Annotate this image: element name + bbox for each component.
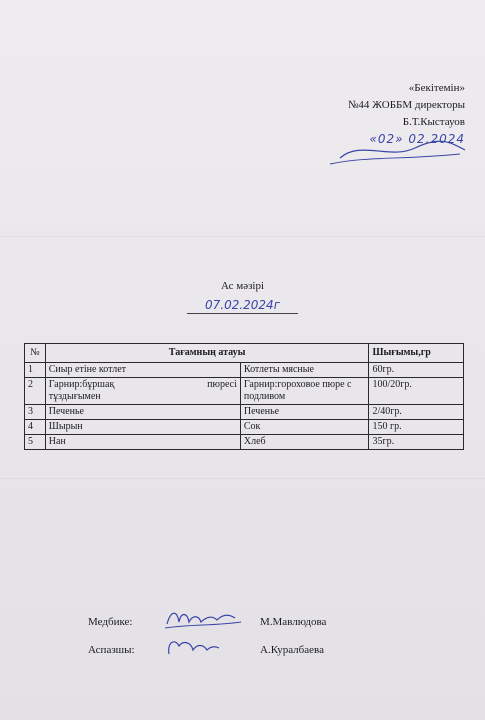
- cell-num: 4: [25, 420, 46, 435]
- cell-dish-kz: Сиыр етіне котлет: [45, 363, 240, 378]
- menu-table: [24, 343, 464, 450]
- header-num: №: [25, 344, 46, 363]
- header-yield: Шығымы,гр: [369, 344, 464, 363]
- cook-signature: [163, 636, 223, 660]
- cell-num: 3: [25, 405, 46, 420]
- cell-dish-kz: Шырын: [45, 420, 240, 435]
- cell-dish-kz-part: Гарнир:бұршақ: [48, 379, 115, 390]
- cell-dish-ru: Печенье: [240, 405, 369, 420]
- approval-director: Б.Т.Кыстауов: [402, 116, 465, 128]
- signature-role: Аспазшы:: [88, 644, 135, 656]
- menu-date: [0, 298, 485, 314]
- cell-dish-kz-part: пюресі: [207, 379, 237, 390]
- menu-date-handwritten: 07.02.2024г: [187, 298, 298, 314]
- cell-dish-ru: Хлеб: [240, 435, 369, 450]
- approval-date-handwritten: «02» 02.2024: [369, 132, 465, 146]
- paper-fold: [0, 236, 485, 237]
- table-row: [25, 363, 464, 378]
- cell-dish-ru: Сок: [240, 420, 369, 435]
- table-row: [25, 420, 464, 435]
- cell-num: 1: [25, 363, 46, 378]
- director-signature: [320, 130, 470, 170]
- cell-dish-ru: Котлеты мясные: [240, 363, 369, 378]
- paper-fold: [0, 478, 485, 479]
- cell-num: 2: [25, 378, 46, 405]
- table-row: [25, 405, 464, 420]
- approval-label: «Бекітемін»: [408, 82, 465, 94]
- cell-yield: 35гр.: [369, 435, 464, 450]
- page-title: Ас мәзірі: [220, 280, 265, 292]
- table-row: [25, 435, 464, 450]
- signature-name: М.Мавлюдова: [260, 616, 327, 628]
- cell-num: 5: [25, 435, 46, 450]
- signature-role: Медбике:: [88, 616, 133, 628]
- cell-dish-ru: Гарнир:гороховое пюре с подливом: [240, 378, 369, 405]
- table-row: [25, 378, 464, 405]
- cell-dish-kz: Нан: [45, 435, 240, 450]
- cell-yield: 2/40гр.: [369, 405, 464, 420]
- cell-dish-kz: Печенье: [45, 405, 240, 420]
- cell-yield: 100/20гр.: [369, 378, 464, 405]
- approval-position: №44 ЖОББМ директоры: [347, 99, 465, 111]
- cell-yield: 60гр.: [369, 363, 464, 378]
- nurse-signature: [163, 608, 243, 632]
- cell-dish-kz: [45, 378, 240, 405]
- table-header-row: [25, 344, 464, 363]
- header-dish-name: Тағамның атауы: [45, 344, 369, 363]
- cell-dish-kz-part: тұздығымен: [48, 391, 101, 402]
- signature-name: А.Куралбаева: [260, 644, 324, 656]
- cell-yield: 150 гр.: [369, 420, 464, 435]
